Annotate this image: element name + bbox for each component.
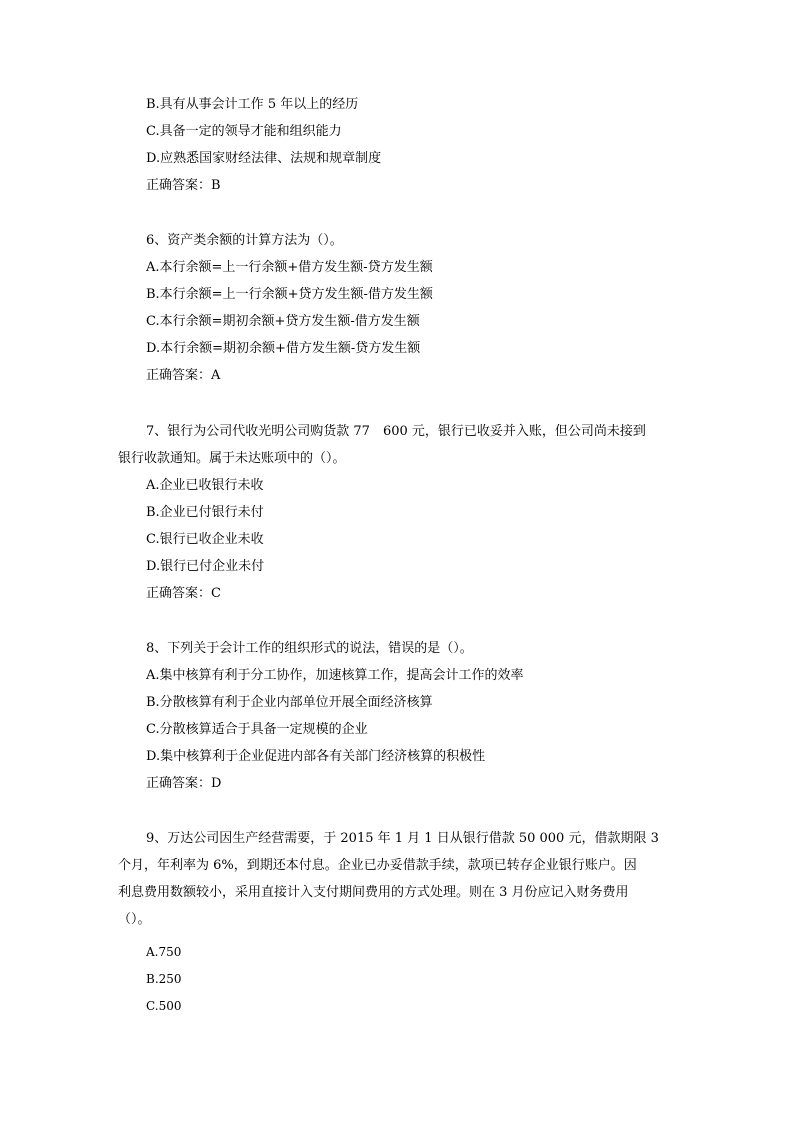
q7-option-a: A.企业已收银行未收	[146, 478, 264, 493]
q9-stem-line1: 9、万达公司因生产经营需要，于 2015 年 1 月 1 日从银行借款 50 000 元，借款期限 3	[146, 831, 659, 846]
q9-option-a: A.750	[146, 945, 182, 959]
q7-option-c: C.银行已收企业未收	[146, 532, 264, 547]
q5-option-d: D.应熟悉国家财经法律、法规和规章制度	[146, 151, 382, 166]
q9-stem-line3: 利息费用数额较小，采用直接计入支付期间费用的方式处理。则在 3 月份应记入财务费用	[118, 885, 629, 900]
q6-option-c: C.本行余额=期初余额+贷方发生额-借方发生额	[146, 314, 420, 329]
q7-option-b: B.企业已付银行未付	[146, 505, 264, 520]
q8-stem: 8、下列关于会计工作的组织形式的说法，错误的是（）。	[146, 641, 473, 656]
q9-stem-line4: （）。	[118, 912, 151, 927]
q8-answer: 正确答案：D	[146, 776, 222, 791]
q6-option-b: B.本行余额=上一行余额+贷方发生额-借方发生额	[146, 287, 433, 302]
q5-answer: 正确答案：B	[146, 178, 221, 193]
q8-option-c: C.分散核算适合于具备一定规模的企业	[146, 722, 368, 737]
q8-option-a: A.集中核算有利于分工协作，加速核算工作，提高会计工作的效率	[146, 668, 524, 683]
q7-answer: 正确答案：C	[146, 586, 221, 601]
q9-option-b: B.250	[146, 972, 182, 986]
q8-option-d: D.集中核算利于企业促进内部各有关部门经济核算的积极性	[146, 749, 486, 764]
q7-stem-line1: 7、银行为公司代收光明公司购货款 77 600 元，银行已收妥并入账，但公司尚未接到	[146, 424, 646, 439]
q7-stem-line2: 银行收款通知。属于未达账项中的（）。	[118, 451, 346, 466]
q8-option-b: B.分散核算有利于企业内部单位开展全面经济核算	[146, 695, 433, 710]
q6-answer: 正确答案：A	[146, 368, 221, 383]
q5-option-c: C.具备一定的领导才能和组织能力	[146, 124, 342, 139]
q7-option-d: D.银行已付企业未付	[146, 559, 265, 574]
q9-stem-line2: 个月，年利率为 6%，到期还本付息。企业已办妥借款手续，款项已转存企业银行账户。因	[118, 858, 637, 873]
q5-option-b: B.具有从事会计工作 5 年以上的经历	[146, 97, 359, 112]
q6-option-a: A.本行余额=上一行余额+借方发生额-贷方发生额	[146, 260, 433, 275]
q6-option-d: D.本行余额=期初余额+借方发生额-贷方发生额	[146, 341, 421, 356]
q9-option-c: C.500	[146, 999, 182, 1013]
q6-stem: 6、资产类余额的计算方法为（）。	[146, 233, 343, 248]
